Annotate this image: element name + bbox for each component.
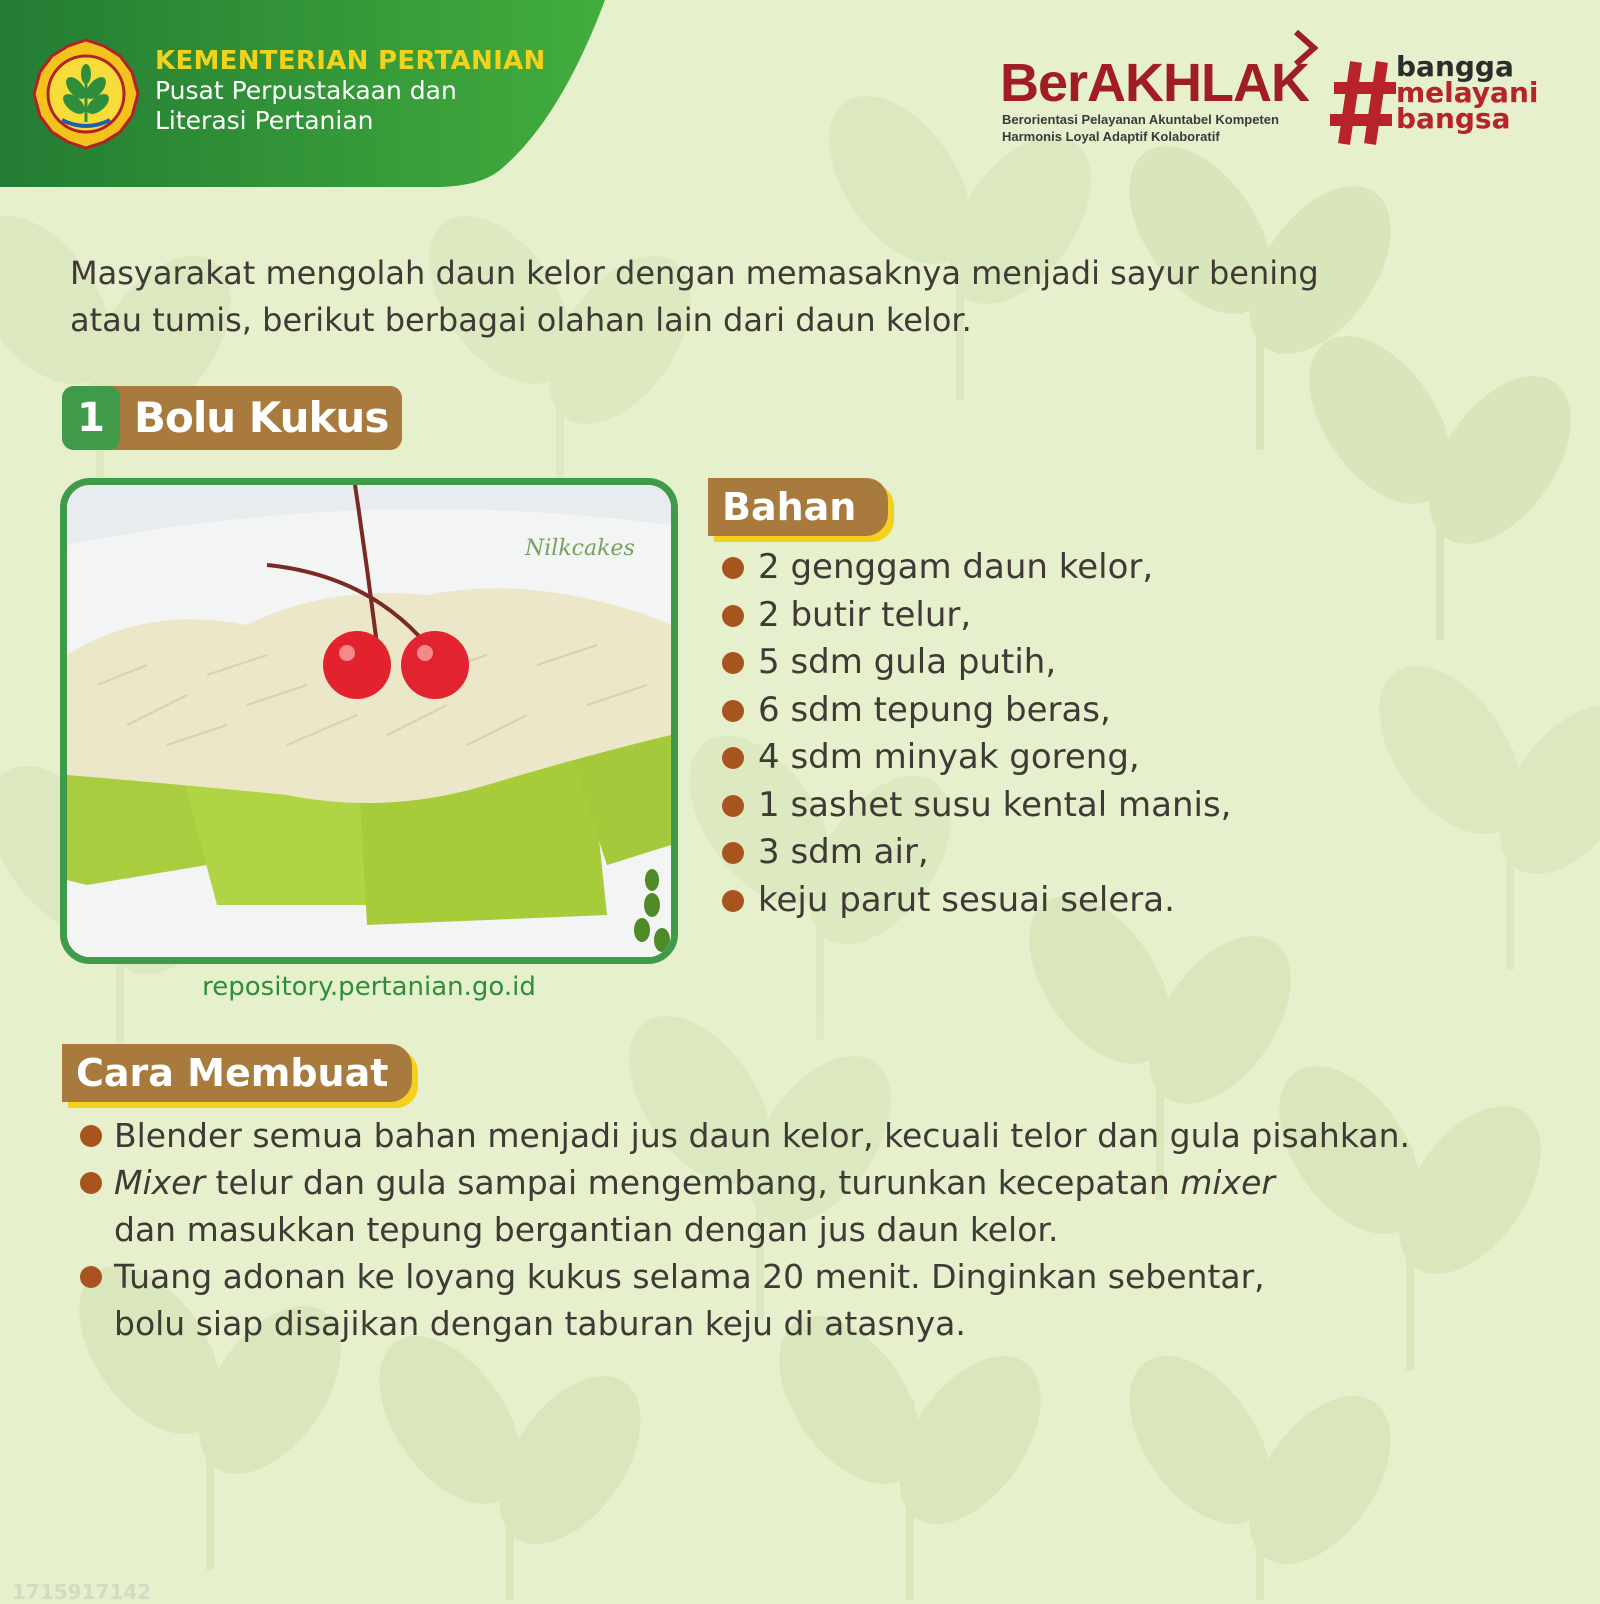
list-item bbox=[80, 1159, 1560, 1253]
bolu-kukus-photo bbox=[67, 485, 671, 957]
ingredient-text: keju parut sesuai selera. bbox=[758, 879, 1175, 920]
step3-line2: bolu siap disajikan dengan taburan keju di atasnya. bbox=[114, 1304, 966, 1343]
step2-em2: mixer bbox=[1180, 1163, 1275, 1202]
list-item bbox=[720, 782, 1231, 830]
bangga-word2: melayani bbox=[1396, 76, 1539, 109]
step2-line1 bbox=[114, 1159, 1560, 1206]
list-item bbox=[720, 544, 1231, 592]
step2-em1: Mixer bbox=[114, 1163, 206, 1202]
intro-line2: atau tumis, berikut berbagai olahan lain dari daun kelor. bbox=[70, 301, 972, 339]
ingredient-text: 6 sdm tepung beras, bbox=[758, 689, 1111, 730]
bullet-icon bbox=[80, 1125, 102, 1147]
bangga-melayani-bangsa-logo bbox=[1330, 50, 1560, 154]
org-sub-line1: Pusat Perpustakaan dan bbox=[155, 76, 457, 105]
list-item bbox=[720, 877, 1231, 925]
ingredient-text: 3 sdm air, bbox=[758, 832, 929, 872]
bullet-icon bbox=[722, 890, 744, 912]
bullet-icon bbox=[80, 1172, 102, 1194]
bullet-icon bbox=[722, 605, 744, 627]
intro-line1: Masyarakat mengolah daun kelor dengan memasaknya menjadi sayur bening bbox=[70, 254, 1319, 292]
list-item bbox=[80, 1253, 1560, 1347]
recipe-title: Bolu Kukus bbox=[134, 393, 389, 442]
bahan-label: Bahan bbox=[708, 478, 888, 536]
org-block bbox=[155, 46, 546, 136]
ingredient-text: 2 butir telur, bbox=[758, 594, 972, 635]
berakhlak-line1: Berorientasi Pelayanan Akuntabel Kompeten bbox=[1002, 112, 1279, 127]
ingredient-text: 2 genggam daun kelor, bbox=[758, 547, 1154, 587]
cara-membuat-tag bbox=[62, 1044, 412, 1102]
recipe-title-tag bbox=[62, 386, 402, 450]
bullet-icon bbox=[722, 700, 744, 722]
bullet-icon bbox=[722, 747, 744, 769]
step3-line1: Tuang adonan ke loyang kukus selama 20 menit. Dinginkan sebentar, bbox=[114, 1257, 1265, 1296]
recipe-number: 1 bbox=[62, 386, 120, 450]
kementan-seal-icon bbox=[30, 38, 142, 150]
list-item bbox=[720, 687, 1231, 735]
org-name: KEMENTERIAN PERTANIAN bbox=[155, 46, 546, 76]
berakhlak-title: BerAKHLAK bbox=[1000, 53, 1310, 113]
list-item bbox=[720, 734, 1231, 782]
footer-watermark: 1715917142 bbox=[12, 1580, 152, 1604]
steps-list bbox=[80, 1112, 1560, 1347]
ingredient-text: 4 sdm minyak goreng, bbox=[758, 737, 1140, 777]
ingredient-text: 5 sdm gula putih, bbox=[758, 642, 1057, 682]
list-item bbox=[720, 829, 1231, 877]
intro-paragraph bbox=[70, 250, 1510, 344]
bangga-word1: bangga bbox=[1396, 50, 1514, 83]
bangga-words bbox=[1396, 50, 1539, 135]
org-sub-line2: Literasi Pertanian bbox=[155, 106, 374, 135]
cara-label: Cara Membuat bbox=[62, 1044, 412, 1102]
bangga-word3: bangsa bbox=[1396, 102, 1511, 135]
berakhlak-line2: Harmonis Loyal Adaptif Kolaboratif bbox=[1002, 129, 1220, 144]
hashtag-icon bbox=[1330, 58, 1400, 148]
list-item bbox=[80, 1112, 1560, 1159]
bullet-icon bbox=[722, 557, 744, 579]
bullet-icon bbox=[80, 1266, 102, 1288]
recipe-photo bbox=[60, 478, 678, 964]
step1-text: Blender semua bahan menjadi jus daun kelor, kecuali telor dan gula pisahkan. bbox=[114, 1116, 1410, 1155]
berakhlak-logo bbox=[1000, 22, 1320, 152]
ingredient-list bbox=[720, 544, 1231, 924]
chevron-right-icon bbox=[1292, 28, 1320, 68]
photo-watermark: Nilkcakes bbox=[525, 536, 635, 561]
list-item bbox=[720, 592, 1231, 640]
bullet-icon bbox=[722, 652, 744, 674]
bullet-icon bbox=[722, 842, 744, 864]
ingredient-text: 1 sashet susu kental manis, bbox=[758, 784, 1232, 825]
step2-mid: telur dan gula sampai mengembang, turunkan kecepatan bbox=[205, 1163, 1181, 1202]
bullet-icon bbox=[722, 795, 744, 817]
step2-line2: dan masukkan tepung bergantian dengan jus daun kelor. bbox=[114, 1210, 1059, 1249]
bahan-tag bbox=[708, 478, 888, 536]
photo-credit: repository.pertanian.go.id bbox=[202, 972, 536, 1002]
list-item bbox=[720, 639, 1231, 687]
